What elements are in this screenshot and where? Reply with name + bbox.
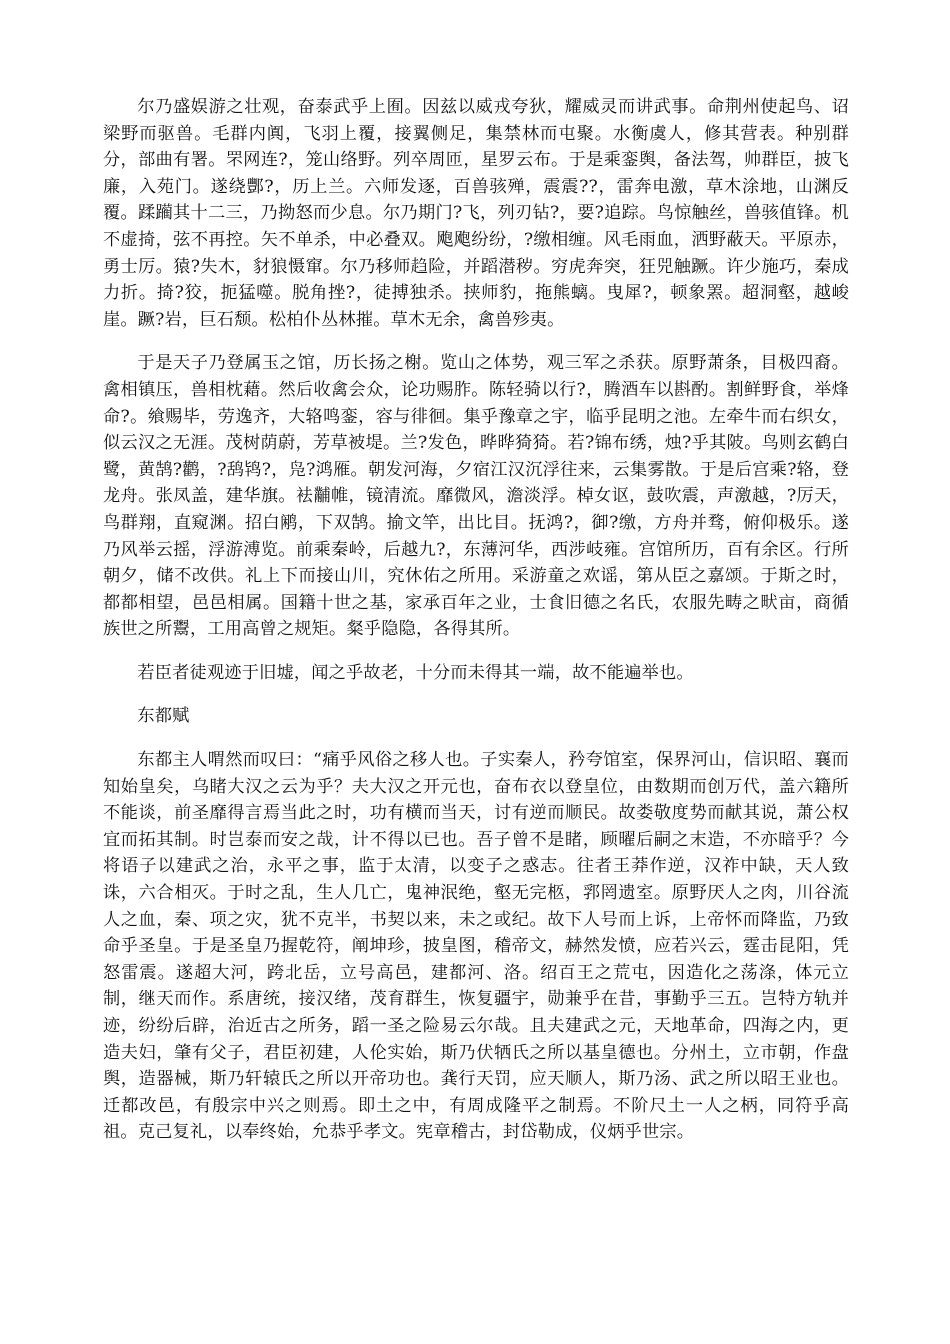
document-body: [103, 94, 849, 1146]
paragraph-dongdu-intro: 东都主人喟然而叹曰：“痛乎风俗之移人也。子实秦人，矜夸馆室，保界河山，信识昭、襄而知始皇矣，乌睹大汉之云为乎？夫大汉之开元也，奋布衣以登皇位，由数期而创万代，盖六籍所不能谈，前圣靡得言焉当此之时，功有横而当天，讨有逆而顺民。故娄敬度势而献其说，萧公权宜而拓其制。时岂泰而安之哉，计不得以已也。吾子曾不是睹，顾曜后嗣之末造，不亦暗乎？今将语子以建武之治，永平之事，监于太清，以变子之惑志。往者王莽作逆，汉祚中缺，天人致诛，六合相灭。于时之乱，生人几亡，鬼神泯绝，壑无完柩，郛罔遗室。原野厌人之肉，川谷流人之血，秦、项之灾，犹不克半，书契以来，未之或纪。故下人号而上诉，上帝怀而降监，乃致命乎圣皇。于是圣皇乃握乾符，阐坤珍，披皇图，稽帝文，赫然发愤，应若兴云，霆击昆阳，凭怒雷震。遂超大河，跨北岳，立号高邑，建都河、洛。绍百王之荒屯，因造化之荡涤，体元立制，继天而作。系唐统，接汉绪，茂育群生，恢复疆宇，勋兼乎在昔，事勤乎三五。岂特方轨并迹，纷纷后辟，治近古之所务，蹈一圣之险易云尔哉。且夫建武之元，天地革命，四海之内，更造夫妇，肇有父子，君臣初建，人伦实始，斯乃伏牺氏之所以基皇德也。分州土，立市朝，作盘舆，造器械，斯乃轩辕氏之所以开帝功也。龚行天罚，应天顺人，斯乃汤、武之所以昭王业也。迁都改邑，有殷宗中兴之则焉。即土之中，有周成隆平之制焉。不阶尺土一人之柄，同符乎高祖。克己复礼，以奉终始，允恭乎孝文。宪章稽古，封岱勒成，仪炳乎世宗。: [103, 750, 849, 1143]
paragraph-emperor-tour: 于是天子乃登属玉之馆，历长扬之榭。览山之体势，观三军之杀获。原野萧条，目极四裔。禽相镇压，兽相枕藉。然后收禽会众，论功赐胙。陈轻骑以行?，腾酒车以斟酌。割鲜野食，举烽命?。飨赐毕，劳逸齐，大辂鸣銮，容与徘徊。集乎豫章之宇，临乎昆明之池。左牵牛而右织女，似云汉之无涯。茂树荫蔚，芳草被堤。兰?发色，晔晔猗猗。若?锦布绣，烛?乎其陂。鸟则玄鹤白鹭，黄鹄?鹳，?鸹鸨?，凫?鸿雁。朝发河海，夕宿江汉沉浮往来，云集雾散。于是后宫乘?辂，登龙舟。张凤盖，建华旗。袪黼帷，镜清流。靡微风，澹淡浮。棹女讴，鼓吹震，声激越，?厉天，鸟群翔，直窥渊。招白鹇，下双鹄。揄文竿，出比目。抚鸿?，御?缴，方舟并骛，俯仰极乐。遂乃风举云摇，浮游溥览。前乘秦岭，后越九?，东薄河华，西涉岐雍。宫馆所历，百有余区。行所朝夕，储不改供。礼上下而接山川，究休佑之所用。采游童之欢谣，第从臣之嘉颂。于斯之时，都都相望，邑邑相属。国籍十世之基，家承百年之业，士食旧德之名氏，农服先畴之畎亩，商循族世之所鬻，工用高曾之规矩。粲乎隐隐，各得其所。: [103, 353, 849, 640]
paragraph-conclusion: 若臣者徒观迹于旧墟，闻之乎故老，十分而未得其一端，故不能遍举也。: [137, 662, 694, 683]
section-title: 东都赋: [137, 706, 190, 727]
paragraph-hunting: 尔乃盛娱游之壮观，奋泰武乎上囿。因兹以威戎夸狄，耀威灵而讲武事。命荆州使起鸟、诏梁野而驱兽。毛群内阗，飞羽上覆，接翼侧足，集禁林而屯聚。水衡虞人，修其营表。种别群分，部曲有署。罘网连?，笼山络野。列卒周匝，星罗云布。于是乘銮舆，备法驾，帅群臣，披飞廉，入苑门。遂绕酆?，历上兰。六师发逐，百兽骇殚，震震??，雷奔电激，草木涂地，山渊反覆。蹂躏其十二三，乃拗怒而少息。尔乃期门?飞，列刃钻?，要?追踪。鸟惊触丝，兽骇值锋。机不虚掎，弦不再控。矢不单杀，中必叠双。飑飑纷纷，?缴相缠。风毛雨血，洒野蔽天。平原赤，勇士厉。猿?失木，豺狼慑窜。尔乃移师趋险，并蹈潜秽。穷虎奔突，狂兕触蹶。许少施巧，秦成力折。掎?狡，扼猛噬。脱角挫?，徒搏独杀。挟师豹，拖熊螭。曳犀?，顿象罴。超洞壑，越峻崖。蹶?岩，巨石颓。松柏仆丛林摧。草木无余，禽兽殄夷。: [103, 97, 849, 330]
